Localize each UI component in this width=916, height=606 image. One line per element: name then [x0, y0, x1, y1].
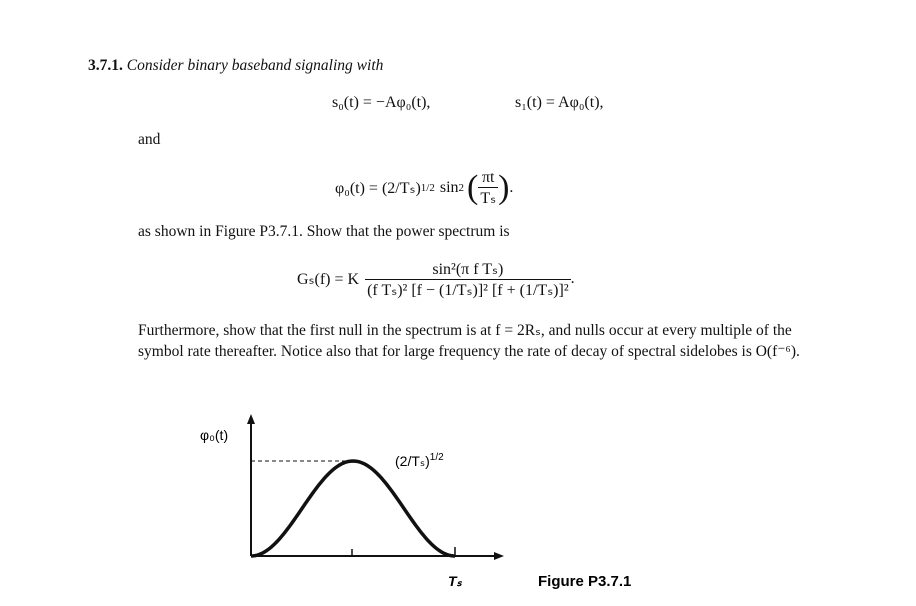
- gs-denominator: (f Tₛ)² [f − (1/Tₛ)]² [f + (1/Tₛ)]²: [365, 279, 571, 300]
- gs-lhs: Gₛ(f) = K: [297, 271, 360, 288]
- shown-text: as shown in Figure P3.7.1. Show that the power spectrum is: [138, 223, 510, 240]
- phi-sin-exponent: 2: [458, 182, 465, 194]
- phi-lhs: φ₀(t) = (2/Tₛ): [335, 180, 421, 197]
- equation-s0: s₀(t) = −Aφ₀(t),: [332, 94, 431, 111]
- gs-numerator: sin²(π f Tₛ): [432, 260, 504, 278]
- equation-s1: s₁(t) = Aφ₀(t),: [515, 94, 604, 111]
- y-axis-arrow: [247, 414, 255, 424]
- equation-gs: Gₛ(f) = K $\frac{\text{sin²(π f Tₛ)}}{\text{(f Tₛ)² [f − (1/Tₛ)]² [f + (1/Tₛ)]²}}$ .: [297, 260, 575, 299]
- peak-label: $(2/T_s)^{1/2}$: [395, 452, 444, 469]
- phi-denominator: Tₛ: [478, 187, 498, 208]
- phi-fraction: [478, 169, 498, 208]
- problem-number: 3.7.1.: [88, 57, 123, 74]
- right-paren: ): [498, 169, 510, 206]
- x-axis-label: Tₛ: [448, 573, 462, 589]
- phi-sin: sin: [439, 179, 459, 196]
- problem-header: [88, 56, 383, 76]
- phi-numerator: πt: [481, 168, 495, 186]
- equation-phi0: φ₀(t) = (2/Tₛ) 1/2 sin 2 ( $\frac{\pi t}{\text{Tₛ}}$ ) .: [335, 168, 514, 207]
- phi-exponent: 1/2: [420, 182, 435, 194]
- figure-caption: Figure P3.7.1: [538, 573, 632, 590]
- figure-plot: [180, 410, 880, 600]
- problem-intro: Consider binary baseband signaling with: [126, 57, 384, 74]
- left-paren: (: [467, 169, 479, 206]
- gs-fraction: [365, 259, 571, 300]
- phi0-curve: [251, 461, 455, 556]
- x-axis-arrow: [494, 552, 504, 560]
- and-text: and: [138, 131, 161, 148]
- furthermore-paragraph: Furthermore, show that the first null in the spectrum is at f = 2Rₛ, and nulls occur at every multiple of the symbol rate thereafter. Notice also that for large frequency the rate of decay of spectral sidelobes is O(f⁻⁶).: [138, 322, 800, 360]
- y-axis-label: φ₀(t): [200, 427, 229, 443]
